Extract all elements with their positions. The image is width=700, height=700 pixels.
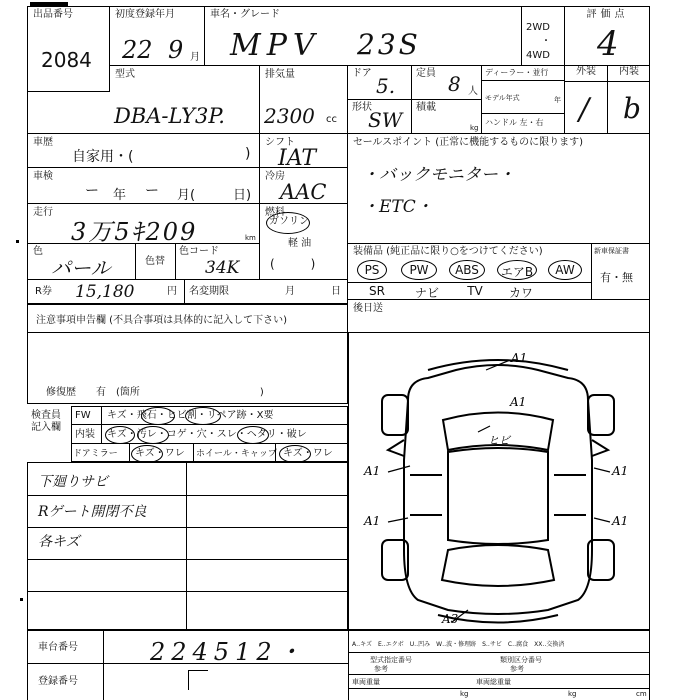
recycle-unit: 円 [167,286,177,297]
color-label: 色 [33,246,43,257]
model-grade-label: 車名・グレード [210,9,280,20]
fw-label: FW [75,410,91,421]
equipment-item: TV [467,284,483,298]
door-value: 5. [376,74,396,98]
damage-mark-left-front: A1 [364,464,381,478]
load-label: 積載 [416,102,436,113]
mileage-label: 走行 [33,207,53,218]
type-value: DBA-LY3P. [114,104,225,128]
fuel-cell: 燃料 ガソリン 軽 油 ( ) [260,204,348,280]
exterior-label: 外装 [565,66,608,82]
registration-cell [110,6,205,66]
chassis-label: 車台番号 [38,642,78,653]
fuel-label: 燃料 [265,207,285,218]
model-grade-cell [205,6,522,66]
equipment-item: カワ [508,286,533,300]
damage-mark-front: A1 [511,351,528,365]
capacity-label: 定員 [416,68,436,79]
damage-mark-right-front: A1 [612,464,629,478]
damage-mark-rear: A3 [442,612,459,626]
inspection-label: 車検 [33,171,53,182]
mileage-unit: km [245,234,256,242]
shape-value: SW [368,108,403,132]
score-cell [565,6,650,66]
damage-legend: A‥キズ E‥エクボ U‥凹み W‥波・修理跡 S‥サビ C‥腐食 XX‥交換済 [352,641,565,648]
model-name: MPV [230,28,321,63]
color-code-label: 色コード [179,246,219,257]
lot-number-cell [27,6,110,92]
warranty-label: 新車保証書 [594,247,629,255]
mirror-label: ドアミラー [73,449,118,459]
lot-number-value: 2084 [41,48,92,72]
registration-number-label: 登録番号 [38,676,78,687]
name-change-label: 名変期限 [189,286,229,297]
registration-label: 初度登録年月 [115,9,175,20]
equipment-item: ナビ [414,286,439,300]
registration-month-unit: 月 [190,52,200,63]
mileage-cell [27,204,260,244]
equipment-item: PS [357,260,387,280]
model-cert-label: 型式指定番号 [370,656,412,664]
displacement-unit: cc [326,114,337,125]
handwritten-notes-area [27,462,348,630]
equipment-item: PW [401,260,437,280]
handle-label: ハンドル 左・右 [485,118,544,127]
model-year-unit: 年 [554,96,561,104]
drive-4wd: 4WD [526,50,550,61]
recycle-value: 15,180 [75,282,135,302]
sales-points-cell [348,134,650,244]
displacement-value: 2300 [264,104,315,128]
lot-number-label: 出品番号 [33,9,73,20]
chassis-value: 224512・ [150,638,308,666]
type-label: 型式 [115,69,135,80]
gross-weight-label: 車両総重量 [476,678,511,686]
drive-2wd: 2WD [526,22,550,33]
note-1: 下廻りサビ [38,474,108,490]
post-day-cell [348,300,650,333]
equipment-item: エアB [497,260,537,280]
sales-points-label: セールスポイント (正常に機能するものに限ります) [353,137,584,148]
class-label: 類別区分番号 [500,656,542,664]
notes-cell [27,304,348,404]
shift-value: IAT [278,146,317,171]
equipment-item: ABS [449,260,485,280]
sales-point-1: ・バックモニター・ [362,165,515,185]
wheel-items: キズ・ワレ [283,448,333,459]
color-change-label: 色替 [145,256,165,267]
fw-items: キズ・飛石・ヒビ割・リペア跡・X要 [107,410,274,421]
exterior-grade: / [579,92,590,127]
cooling-cell [260,168,348,204]
dealer-cell [482,66,565,134]
note-3: 各キズ [38,534,80,550]
shape-label: 形状 [352,102,372,113]
inspector-table [27,404,348,462]
mirror-items: キズ・ワレ [135,448,185,459]
color-code-value: 34K [205,258,240,278]
recycle-label: R券 [35,286,52,297]
capacity-cell [412,66,482,100]
post-day-label: 後日送 [353,303,383,314]
interior-check-label: 内装 [75,429,95,440]
recycle-cell [27,280,185,304]
color-value: パール [51,256,111,280]
wheel-label: ホイール・キャップ [196,449,277,459]
warranty-value: 有・無 [600,271,633,284]
lot-spacer [27,92,110,134]
capacity-value: 8 [448,72,461,96]
cooling-label: 冷房 [265,171,285,182]
capacity-unit: 人 [468,86,478,97]
fuel-value: ガソリン [269,216,309,227]
displacement-label: 排気量 [265,69,295,80]
door-label: ドア [352,68,372,79]
color-cell [27,244,260,280]
shift-cell [260,134,348,171]
crack-mark: ヒビ [488,434,510,447]
name-change-cell: 名変期限 月 日 [185,280,348,304]
notes-label: 注意事項申告欄 (不具合事項は具体的に記入して下さい) [36,315,287,326]
vehicle-weight-label: 車両重量 [352,678,380,686]
damage-mark-right-rear: A1 [612,514,629,528]
inspector-label: 検査員 記入欄 [31,410,61,433]
equipment-item: SR [369,284,385,298]
equipment-label: 装備品 (純正品に限り○をつけてください) [353,246,543,257]
dealer-label: ディーラー・並行 [485,68,549,77]
shape-cell [348,100,412,134]
sales-point-2: ・ETC・ [362,197,433,217]
interior-grade: b [623,92,641,125]
displacement-cell [260,66,348,134]
model-grade: 23S [357,28,421,61]
registration-year: 22 [122,36,153,64]
history-label: 車歴 [33,137,53,148]
damage-mark-hood: A1 [510,395,527,409]
repair-history: 修復歴 有 (箇所 ) [46,387,264,398]
mileage-value: 3万5ｷ209 [71,218,198,246]
history-value: 自家用・( [72,149,134,165]
history-cell: 車歴 自家用・( ) [27,134,260,168]
door-cell [348,66,412,100]
registration-month: 9 [168,36,184,64]
interior-label: 内装 [608,66,650,82]
model-year-label: モデル年式 [485,94,520,102]
shift-label: シフト [265,137,295,148]
score-label: 評価点 [586,9,629,20]
warranty-cell [592,244,650,300]
inspection-cell: 車検 ー 年 ー 月( 日) [27,168,260,204]
cooling-value: AAC [280,180,327,204]
interior-items: キズ・汚レ・コゲ・穴・スレ・ヘタリ・破レ [107,429,307,440]
drive-cell: 2WD ・ 4WD [522,6,565,66]
equipment-item: AW [548,260,582,280]
load-unit: kg [470,124,479,132]
score-value: 4 [597,24,619,64]
fuel-diesel: 軽 油 [288,238,312,249]
type-cell [110,66,260,134]
note-2: Rゲート開閉不良 [38,504,147,520]
damage-mark-left-rear: A1 [364,514,381,528]
grade-cell [565,66,650,134]
load-cell [412,100,482,134]
car-diagram [348,340,650,630]
